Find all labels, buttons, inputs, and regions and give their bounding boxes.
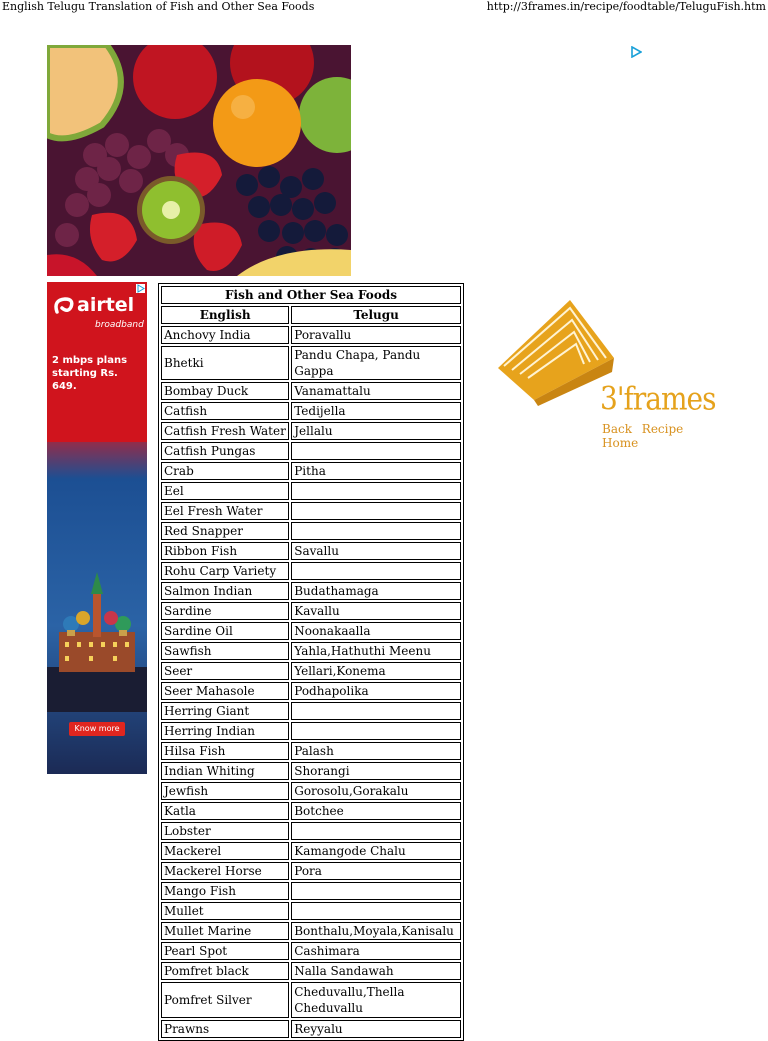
english-name-cell: Katla xyxy=(161,802,289,820)
page-url[interactable]: http://3frames.in/recipe/foodtable/TeluguFish.htm xyxy=(486,0,766,13)
telugu-name-cell: Pora xyxy=(291,862,461,880)
table-row xyxy=(161,462,461,480)
english-name-cell: Sawfish xyxy=(161,642,289,660)
table-row xyxy=(161,862,461,880)
home-link[interactable]: Home xyxy=(602,436,639,450)
column-header-english: English xyxy=(161,306,289,324)
table-row xyxy=(161,782,461,800)
english-name-cell: Herring Indian xyxy=(161,722,289,740)
telugu-name-cell: Shorangi xyxy=(291,762,461,780)
english-name-cell: Salmon Indian xyxy=(161,582,289,600)
table-row xyxy=(161,382,461,400)
logo-name: 3'frames xyxy=(600,379,716,418)
recipe-link[interactable]: Recipe xyxy=(641,422,684,436)
telugu-name-cell: Nalla Sandawah xyxy=(291,962,461,980)
telugu-name-cell: Noonakaalla xyxy=(291,622,461,640)
table-row xyxy=(161,326,461,344)
english-name-cell: Mullet xyxy=(161,902,289,920)
table-row xyxy=(161,842,461,860)
telugu-name-cell: Jellalu xyxy=(291,422,461,440)
english-name-cell: Lobster xyxy=(161,822,289,840)
telugu-name-cell: Bonthalu,Moyala,Kanisalu xyxy=(291,922,461,940)
table-row xyxy=(161,402,461,420)
table-row xyxy=(161,442,461,460)
english-name-cell: Rohu Carp Variety xyxy=(161,562,289,580)
know-more-button[interactable]: Know more xyxy=(69,722,125,736)
table-row xyxy=(161,542,461,560)
table-row xyxy=(161,702,461,720)
telugu-name-cell xyxy=(291,722,461,740)
telugu-name-cell: Botchee xyxy=(291,802,461,820)
english-name-cell: Hilsa Fish xyxy=(161,742,289,760)
table-row xyxy=(161,562,461,580)
english-name-cell: Herring Giant xyxy=(161,702,289,720)
table-row xyxy=(161,802,461,820)
logo-links xyxy=(602,422,718,450)
telugu-name-cell: Yahla,Hathuthi Meenu xyxy=(291,642,461,660)
table-row xyxy=(161,822,461,840)
table-row xyxy=(161,982,461,1018)
english-name-cell: Mango Fish xyxy=(161,882,289,900)
table-row xyxy=(161,482,461,500)
english-name-cell: Seer xyxy=(161,662,289,680)
table-row xyxy=(161,422,461,440)
telugu-name-cell: Kavallu xyxy=(291,602,461,620)
english-name-cell: Sardine xyxy=(161,602,289,620)
telugu-name-cell: Savallu xyxy=(291,542,461,560)
telugu-name-cell: Palash xyxy=(291,742,461,760)
telugu-name-cell xyxy=(291,522,461,540)
english-name-cell: Bhetki xyxy=(161,346,289,380)
table-row xyxy=(161,682,461,700)
english-name-cell: Red Snapper xyxy=(161,522,289,540)
english-name-cell: Prawns xyxy=(161,1020,289,1038)
table-title: Fish and Other Sea Foods xyxy=(161,286,461,304)
table-row xyxy=(161,602,461,620)
pyramid-logo-icon xyxy=(494,300,616,410)
english-name-cell: Anchovy India xyxy=(161,326,289,344)
telugu-name-cell xyxy=(291,442,461,460)
telugu-name-cell: Pandu Chapa, Pandu Gappa xyxy=(291,346,461,380)
english-name-cell: Pomfret black xyxy=(161,962,289,980)
table-row xyxy=(161,642,461,660)
telugu-name-cell xyxy=(291,902,461,920)
telugu-name-cell: Pitha xyxy=(291,462,461,480)
table-row xyxy=(161,722,461,740)
telugu-name-cell xyxy=(291,822,461,840)
english-name-cell: Eel Fresh Water xyxy=(161,502,289,520)
telugu-name-cell xyxy=(291,882,461,900)
english-name-cell: Mackerel Horse xyxy=(161,862,289,880)
english-name-cell: Pomfret Silver xyxy=(161,982,289,1018)
english-name-cell: Sardine Oil xyxy=(161,622,289,640)
english-name-cell: Catfish xyxy=(161,402,289,420)
table-row xyxy=(161,942,461,960)
telugu-name-cell: Vanamattalu xyxy=(291,382,461,400)
fruit-photo xyxy=(47,45,351,276)
kremlin-illustration xyxy=(47,572,147,712)
fish-translation-table xyxy=(158,283,464,1041)
english-name-cell: Mackerel xyxy=(161,842,289,860)
table-row xyxy=(161,882,461,900)
table-row xyxy=(161,1020,461,1038)
telugu-name-cell xyxy=(291,502,461,520)
english-name-cell: Jewfish xyxy=(161,782,289,800)
english-name-cell: Pearl Spot xyxy=(161,942,289,960)
back-link[interactable]: Back xyxy=(602,422,632,436)
telugu-name-cell: Podhapolika xyxy=(291,682,461,700)
table-row xyxy=(161,582,461,600)
english-name-cell: Catfish Fresh Water xyxy=(161,422,289,440)
english-name-cell: Crab xyxy=(161,462,289,480)
english-name-cell: Eel xyxy=(161,482,289,500)
column-header-telugu: Telugu xyxy=(291,306,461,324)
ad-choices-icon[interactable] xyxy=(136,284,145,293)
table-row xyxy=(161,902,461,920)
telugu-name-cell: Yellari,Konema xyxy=(291,662,461,680)
table-row xyxy=(161,346,461,380)
telugu-name-cell xyxy=(291,562,461,580)
telugu-name-cell: Budathamaga xyxy=(291,582,461,600)
telugu-name-cell: Poravallu xyxy=(291,326,461,344)
airtel-logo-icon xyxy=(53,296,75,316)
table-row xyxy=(161,502,461,520)
telugu-name-cell: Reyyalu xyxy=(291,1020,461,1038)
english-name-cell: Catfish Pungas xyxy=(161,442,289,460)
table-row xyxy=(161,962,461,980)
telugu-name-cell: Cheduvallu,Thella Cheduvallu xyxy=(291,982,461,1018)
telugu-name-cell: Kamangode Chalu xyxy=(291,842,461,860)
telugu-name-cell: Tedijella xyxy=(291,402,461,420)
english-name-cell: Mullet Marine xyxy=(161,922,289,940)
english-name-cell: Indian Whiting xyxy=(161,762,289,780)
telugu-name-cell: Cashimara xyxy=(291,942,461,960)
table-row xyxy=(161,622,461,640)
airtel-ad-banner[interactable] xyxy=(47,282,147,774)
ad-plan-text: 2 mbps plans starting Rs. 649. xyxy=(52,355,128,392)
table-row xyxy=(161,662,461,680)
ad-choices-icon[interactable] xyxy=(630,46,642,58)
telugu-name-cell xyxy=(291,702,461,720)
telugu-name-cell xyxy=(291,482,461,500)
ad-subtitle: broadband xyxy=(95,320,144,330)
document-title: English Telugu Translation of Fish and Other Sea Foods xyxy=(2,0,315,13)
table-row xyxy=(161,922,461,940)
table-row xyxy=(161,742,461,760)
english-name-cell: Ribbon Fish xyxy=(161,542,289,560)
ad-brand: airtel xyxy=(77,294,135,316)
telugu-name-cell: Gorosolu,Gorakalu xyxy=(291,782,461,800)
english-name-cell: Seer Mahasole xyxy=(161,682,289,700)
english-name-cell: Bombay Duck xyxy=(161,382,289,400)
3frames-logo[interactable] xyxy=(478,290,718,450)
table-row xyxy=(161,522,461,540)
table-row xyxy=(161,762,461,780)
